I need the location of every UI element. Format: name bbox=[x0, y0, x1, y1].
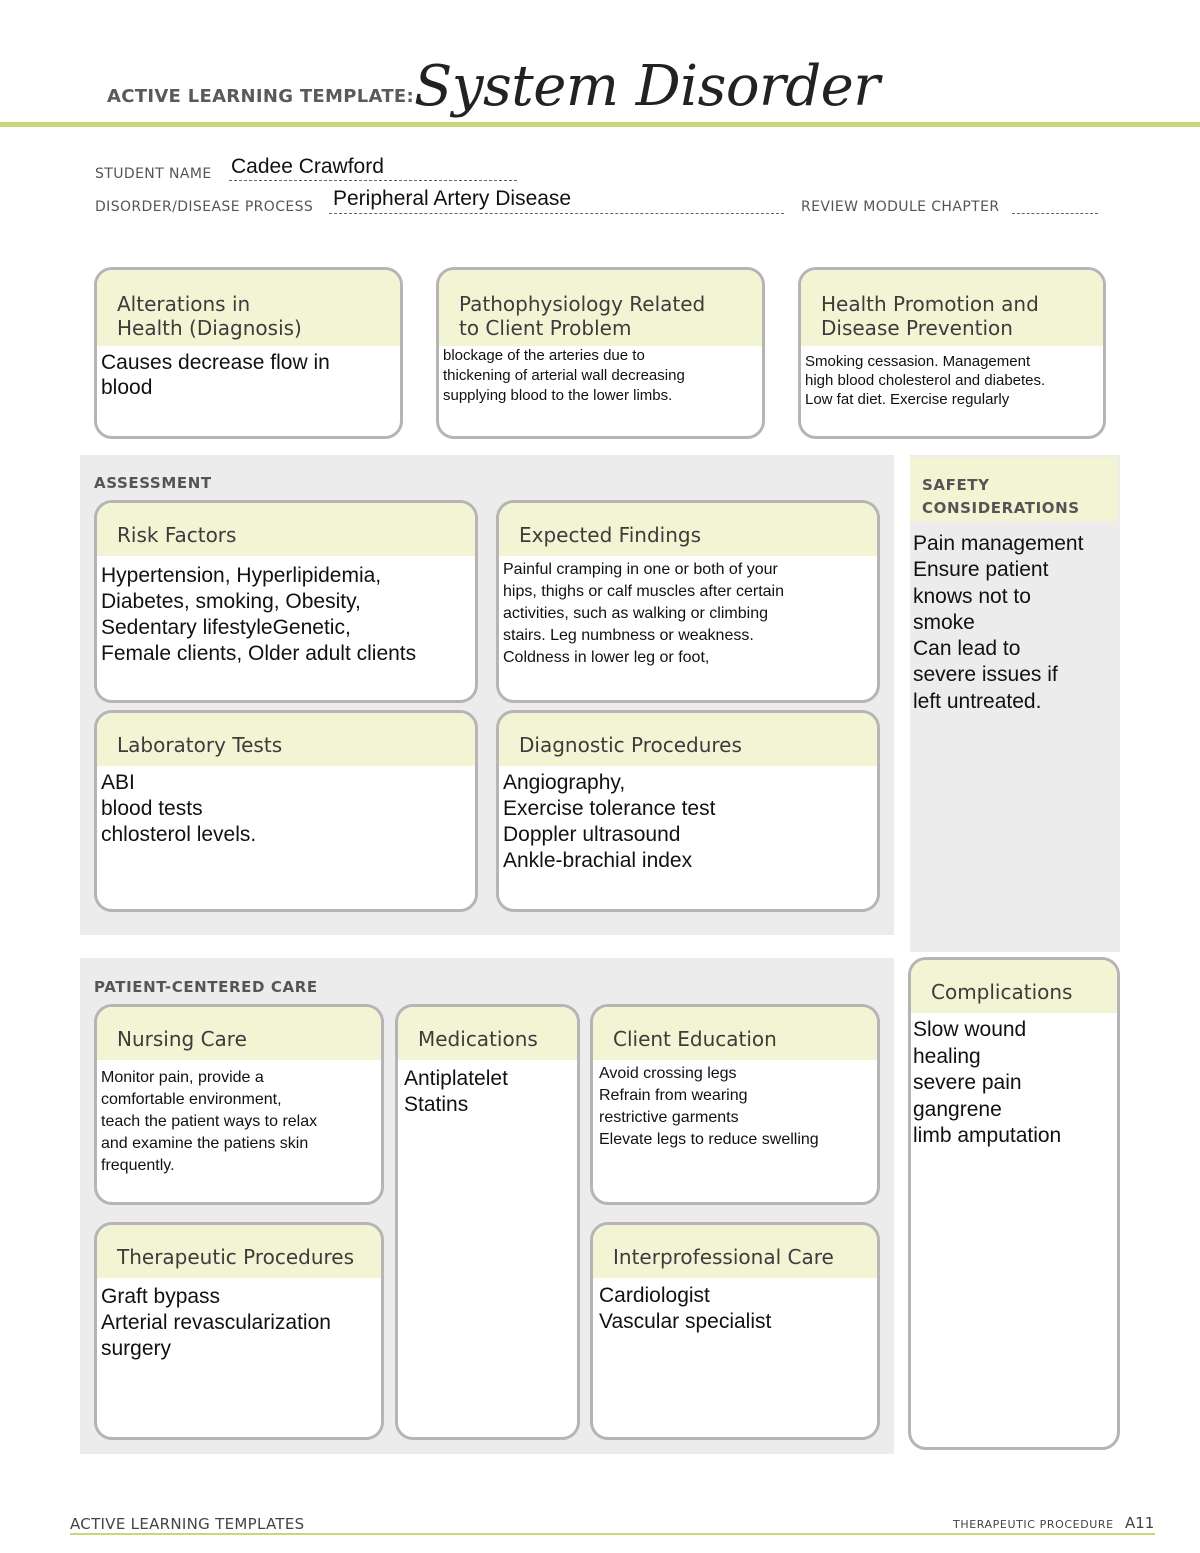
expected-findings-box bbox=[496, 500, 880, 703]
student-name-label: STUDENT NAME bbox=[95, 166, 212, 182]
assessment-title: ASSESSMENT bbox=[94, 474, 212, 492]
disorder-line bbox=[329, 213, 784, 214]
laboratory-tests-text[interactable]: ABI blood tests chlosterol levels. bbox=[101, 771, 257, 846]
complications-box bbox=[908, 957, 1120, 1450]
template-label: ACTIVE LEARNING TEMPLATE: bbox=[107, 86, 414, 107]
interprofessional-care-text[interactable]: Cardiologist Vascular specialist bbox=[599, 1284, 772, 1333]
client-education-text[interactable]: Avoid crossing legs Refrain from wearing restrictive garments Elevate legs to reduce swelling bbox=[599, 1065, 819, 1148]
client-education-title: Client Education bbox=[593, 1007, 877, 1060]
nursing-care-title: Nursing Care bbox=[97, 1007, 381, 1060]
expected-findings-text[interactable]: Painful cramping in one or both of your hips, thighs or calf muscles after certain activities, such as walking or climbing stairs. Leg numbness or weakness. Coldness in lower leg or foot, bbox=[503, 561, 785, 666]
alterations-box bbox=[94, 267, 403, 439]
template-title: System Disorder bbox=[414, 54, 880, 119]
complications-title: Complications bbox=[911, 960, 1117, 1013]
risk-factors-box bbox=[94, 500, 478, 703]
footer-left: ACTIVE LEARNING TEMPLATES bbox=[70, 1515, 305, 1533]
laboratory-tests-box bbox=[94, 710, 478, 912]
medications-text[interactable]: Antiplatelet Statins bbox=[404, 1067, 508, 1116]
pathophysiology-box bbox=[436, 267, 765, 439]
therapeutic-procedures-box bbox=[94, 1222, 384, 1440]
therapeutic-procedures-text[interactable]: Graft bypass Arterial revascularization surgery bbox=[101, 1285, 331, 1360]
health-promotion-text[interactable]: Smoking cessasion. Management high blood cholesterol and diabetes. Low fat diet. Exercise regularly bbox=[805, 353, 1046, 408]
diagnostic-procedures-title: Diagnostic Procedures bbox=[499, 713, 877, 766]
risk-factors-title: Risk Factors bbox=[97, 503, 475, 556]
health-promotion-title: Health Promotion and Disease Prevention bbox=[801, 270, 1103, 346]
interprofessional-care-title: Interprofessional Care bbox=[593, 1225, 877, 1278]
medications-box bbox=[395, 1004, 580, 1440]
diagnostic-procedures-box bbox=[496, 710, 880, 912]
complications-text[interactable]: Slow wound healing severe pain gangrene limb amputation bbox=[913, 1018, 1062, 1147]
patient-care-title: PATIENT-CENTERED CARE bbox=[94, 978, 318, 996]
pathophysiology-title: Pathophysiology Related to Client Problem bbox=[439, 270, 762, 346]
safety-text[interactable]: Pain management Ensure patient knows not to smoke Can lead to severe issues if left untreated. bbox=[913, 532, 1084, 713]
interprofessional-care-box bbox=[590, 1222, 880, 1440]
therapeutic-procedures-title: Therapeutic Procedures bbox=[97, 1225, 381, 1278]
footer-right: THERAPEUTIC PROCEDURE bbox=[953, 1518, 1114, 1531]
expected-findings-title: Expected Findings bbox=[499, 503, 877, 556]
footer-rule bbox=[70, 1533, 1155, 1535]
risk-factors-text[interactable]: Hypertension, Hyperlipidemia, Diabetes, smoking, Obesity, Sedentary lifestyleGenetic, Female clients, Older adult clients bbox=[101, 564, 417, 665]
student-name-field[interactable]: Cadee Crawford bbox=[231, 155, 384, 178]
student-name-line bbox=[229, 180, 517, 181]
nursing-care-box bbox=[94, 1004, 384, 1205]
header-rule bbox=[0, 122, 1200, 127]
health-promotion-box bbox=[798, 267, 1106, 439]
review-module-label: REVIEW MODULE CHAPTER bbox=[801, 199, 1000, 215]
disorder-field[interactable]: Peripheral Artery Disease bbox=[333, 187, 572, 210]
medications-title: Medications bbox=[398, 1007, 577, 1060]
alterations-title: Alterations in Health (Diagnosis) bbox=[97, 270, 400, 346]
nursing-care-text[interactable]: Monitor pain, provide a comfortable environment, teach the patient ways to relax and examine the patiens skin frequently. bbox=[101, 1069, 318, 1174]
pathophysiology-text[interactable]: blockage of the arteries due to thickening of arterial wall decreasing supplying blood to the lower limbs. bbox=[443, 347, 685, 404]
diagnostic-procedures-text[interactable]: Angiography, Exercise tolerance test Doppler ultrasound Ankle-brachial index bbox=[503, 771, 716, 872]
laboratory-tests-title: Laboratory Tests bbox=[97, 713, 475, 766]
safety-title: SAFETY CONSIDERATIONS bbox=[922, 476, 1080, 517]
review-module-field[interactable] bbox=[1012, 213, 1098, 214]
page-number: A11 bbox=[1125, 1514, 1155, 1532]
client-education-box bbox=[590, 1004, 880, 1205]
alterations-text[interactable]: Causes decrease flow in blood bbox=[101, 351, 330, 399]
disorder-label: DISORDER/DISEASE PROCESS bbox=[95, 199, 314, 215]
